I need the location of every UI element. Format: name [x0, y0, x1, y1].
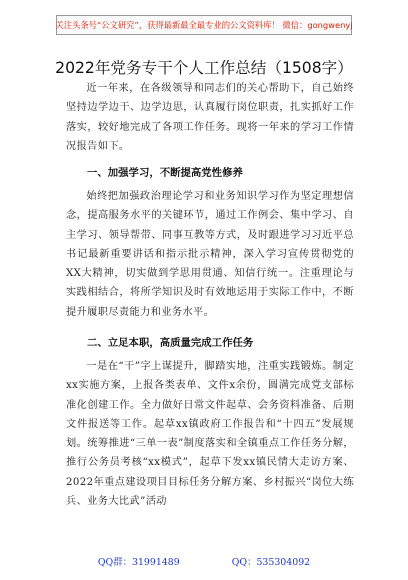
intro-paragraph: 近一年来，在各级领导和同志们的关心帮助下，自己始终坚持边学边干、边学边思，认真履行岗位职责，扎实抓好工作落实，较好地完成了各项工作任务。现将一年来的学习工作情况报告如下。 — [66, 83, 354, 152]
qq-number: QQ：535304092 — [231, 557, 311, 568]
promo-banner-text: 关注头条号“公文研究”，获得最新最全最专业的公文资料库！ 微信：gongwenyj — [55, 20, 353, 30]
qq-group-number: QQ群：31991489 — [97, 557, 180, 568]
section-2-paragraph: 一是在“干”字上谋提升，脚踏实地，注重实践锻炼。制定xx实施方案，上报各类表单、文件x余份，圆满完成党支部标准化创建工作。全力做好日常文件起草、会务资料准备、后期文件报送等工作。起草xx镇政府工作报告和“十四五”发展规划。统筹推进“三单一表”制度落实和全镇重点工作任务分解，推行公务员考核“xx模式”，起草下发xx镇民情大走访方案、2022年重点建设项目目标任务分解方案、乡村振兴“岗位大练兵、业务大比武”活动 — [66, 361, 354, 508]
section-1-paragraph: 始终把加强政治理论学习和业务知识学习作为坚定理想信念，提高服务水平的关键环节，通过工作例会、集中学习、自主学习、领导帮带、同事互教等方式，及时跟进学习习近平总书记最新重要讲话和指示批示精神，深入学习宣传贯彻党的XX大精神，切实做到学思用贯通、知信行统一。注重理论与实践相结合，将所学知识及时有效地运用于实际工作中，不断提升履职尽责能力和业务水平。 — [66, 191, 354, 318]
section-1-heading: 一、加强学习，不断提高党性修养 — [87, 167, 243, 179]
document-title: 2022年党务专干个人工作总结（1508字） — [55, 59, 353, 77]
contact-footer — [0, 554, 408, 568]
section-2-heading: 二、立足本职，高质量完成工作任务 — [87, 337, 254, 349]
promo-banner — [56, 15, 352, 35]
